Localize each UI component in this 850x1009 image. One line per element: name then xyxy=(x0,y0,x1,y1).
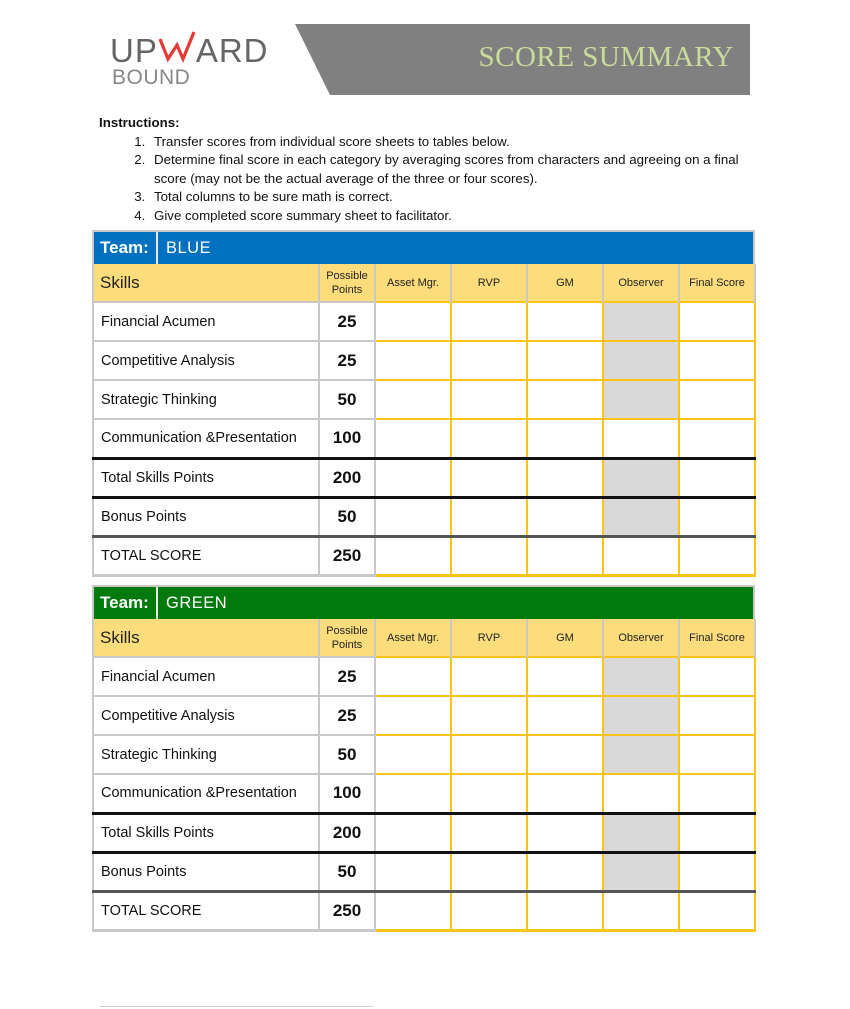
logo-text-bound: BOUND xyxy=(112,66,191,89)
score-cell-rvp[interactable] xyxy=(451,341,527,380)
score-cell-gm[interactable] xyxy=(527,696,603,735)
instructions xyxy=(99,114,759,225)
score-cell-rvp[interactable] xyxy=(451,497,527,536)
instructions-list xyxy=(99,133,759,226)
score-cell-rvp[interactable] xyxy=(451,696,527,735)
table-row xyxy=(93,419,755,458)
possible-points-value: 100 xyxy=(319,774,375,813)
score-cell-final-score[interactable] xyxy=(679,536,755,575)
score-grid xyxy=(92,619,756,932)
team-name: BLUE xyxy=(166,238,212,257)
skill-name: Financial Acumen xyxy=(93,657,319,696)
score-cell-gm[interactable] xyxy=(527,341,603,380)
header-possible-points: Possible Points xyxy=(319,619,375,657)
score-cell-rvp[interactable] xyxy=(451,458,527,497)
logo-wordmark xyxy=(110,33,269,69)
score-cell-rvp[interactable] xyxy=(451,380,527,419)
skill-name: Strategic Thinking xyxy=(93,380,319,419)
score-cell-observer[interactable] xyxy=(603,536,679,575)
header-final-score: Final Score xyxy=(679,619,755,657)
skill-name: Competitive Analysis xyxy=(93,341,319,380)
possible-points-value: 25 xyxy=(319,302,375,341)
possible-points-value: 50 xyxy=(319,852,375,891)
score-cell-asset-mgr[interactable] xyxy=(375,657,451,696)
score-cell-observer[interactable] xyxy=(603,774,679,813)
score-cell-final-score[interactable] xyxy=(679,657,755,696)
score-cell-gm[interactable] xyxy=(527,774,603,813)
skill-name: TOTAL SCORE xyxy=(93,536,319,575)
possible-points-value: 200 xyxy=(319,813,375,852)
score-cell-final-score[interactable] xyxy=(679,891,755,930)
page-title: SCORE SUMMARY xyxy=(478,41,734,73)
score-cell-final-score[interactable] xyxy=(679,458,755,497)
score-cell-observer xyxy=(603,657,679,696)
table-row xyxy=(93,852,755,891)
header-rvp: RVP xyxy=(451,619,527,657)
instruction-item: 1. Transfer scores from individual score sheets to tables below. xyxy=(149,133,759,152)
score-cell-final-score[interactable] xyxy=(679,419,755,458)
score-cell-observer xyxy=(603,735,679,774)
score-cell-gm[interactable] xyxy=(527,419,603,458)
skill-name: Competitive Analysis xyxy=(93,696,319,735)
score-grid xyxy=(92,264,756,577)
team-name: GREEN xyxy=(166,593,228,612)
score-cell-rvp[interactable] xyxy=(451,735,527,774)
score-cell-gm[interactable] xyxy=(527,380,603,419)
header-observer: Observer xyxy=(603,619,679,657)
skill-name: Bonus Points xyxy=(93,852,319,891)
score-cell-observer xyxy=(603,302,679,341)
header-asset-mgr: Asset Mgr. xyxy=(375,619,451,657)
score-cell-final-score[interactable] xyxy=(679,735,755,774)
score-cell-observer xyxy=(603,341,679,380)
possible-points-value: 250 xyxy=(319,536,375,575)
team-blue-table xyxy=(92,230,755,577)
header-skills: Skills xyxy=(93,619,319,657)
instruction-item: 4. Give completed score summary sheet to facilitator. xyxy=(149,207,759,226)
header-row xyxy=(93,619,755,657)
score-cell-gm[interactable] xyxy=(527,458,603,497)
w-chart-arrow-icon xyxy=(158,33,196,63)
logo-text-up: UP xyxy=(110,32,158,69)
possible-points-value: 50 xyxy=(319,497,375,536)
team-bar xyxy=(92,230,755,264)
score-cell-asset-mgr[interactable] xyxy=(375,302,451,341)
team-label: Team: xyxy=(94,587,158,619)
possible-points-value: 100 xyxy=(319,419,375,458)
score-cell-rvp[interactable] xyxy=(451,536,527,575)
table-row xyxy=(93,813,755,852)
score-cell-final-score[interactable] xyxy=(679,774,755,813)
score-cell-gm[interactable] xyxy=(527,536,603,575)
skill-name: Total Skills Points xyxy=(93,458,319,497)
score-cell-gm[interactable] xyxy=(527,852,603,891)
title-banner xyxy=(295,24,750,95)
score-cell-gm[interactable] xyxy=(527,891,603,930)
header-possible-points: Possible Points xyxy=(319,264,375,302)
possible-points-value: 250 xyxy=(319,891,375,930)
footer-divider xyxy=(100,1006,373,1007)
score-cell-final-score[interactable] xyxy=(679,696,755,735)
score-cell-final-score[interactable] xyxy=(679,852,755,891)
header-final-score: Final Score xyxy=(679,264,755,302)
possible-points-value: 200 xyxy=(319,458,375,497)
score-cell-rvp[interactable] xyxy=(451,657,527,696)
score-cell-rvp[interactable] xyxy=(451,891,527,930)
table-row xyxy=(93,380,755,419)
score-cell-rvp[interactable] xyxy=(451,419,527,458)
score-cell-gm[interactable] xyxy=(527,302,603,341)
score-cell-final-score[interactable] xyxy=(679,813,755,852)
header-asset-mgr: Asset Mgr. xyxy=(375,264,451,302)
skill-name: Total Skills Points xyxy=(93,813,319,852)
score-cell-final-score[interactable] xyxy=(679,302,755,341)
possible-points-value: 50 xyxy=(319,380,375,419)
table-row xyxy=(93,735,755,774)
table-row xyxy=(93,458,755,497)
possible-points-value: 50 xyxy=(319,735,375,774)
score-cell-asset-mgr[interactable] xyxy=(375,735,451,774)
header-gm: GM xyxy=(527,264,603,302)
header-rvp: RVP xyxy=(451,264,527,302)
score-cell-rvp[interactable] xyxy=(451,302,527,341)
upward-bound-logo xyxy=(110,33,280,93)
table-row xyxy=(93,774,755,813)
score-cell-asset-mgr[interactable] xyxy=(375,852,451,891)
score-cell-gm[interactable] xyxy=(527,657,603,696)
skill-name: Financial Acumen xyxy=(93,302,319,341)
score-cell-final-score[interactable] xyxy=(679,341,755,380)
possible-points-value: 25 xyxy=(319,696,375,735)
score-cell-observer xyxy=(603,380,679,419)
score-cell-asset-mgr[interactable] xyxy=(375,419,451,458)
score-cell-rvp[interactable] xyxy=(451,774,527,813)
score-cell-asset-mgr[interactable] xyxy=(375,696,451,735)
score-cell-gm[interactable] xyxy=(527,497,603,536)
score-cell-asset-mgr[interactable] xyxy=(375,380,451,419)
team-bar xyxy=(92,585,755,619)
score-cell-asset-mgr[interactable] xyxy=(375,536,451,575)
score-cell-asset-mgr[interactable] xyxy=(375,891,451,930)
score-cell-observer[interactable] xyxy=(603,419,679,458)
table-row xyxy=(93,657,755,696)
skill-name: Bonus Points xyxy=(93,497,319,536)
table-row xyxy=(93,696,755,735)
score-cell-gm[interactable] xyxy=(527,813,603,852)
table-row xyxy=(93,891,755,930)
skill-name: TOTAL SCORE xyxy=(93,891,319,930)
header-skills: Skills xyxy=(93,264,319,302)
table-row xyxy=(93,497,755,536)
header-observer: Observer xyxy=(603,264,679,302)
score-cell-observer[interactable] xyxy=(603,891,679,930)
instruction-item: 3. Total columns to be sure math is correct. xyxy=(149,188,759,207)
header-row xyxy=(93,264,755,302)
score-cell-asset-mgr[interactable] xyxy=(375,497,451,536)
team-green-table xyxy=(92,585,755,932)
score-cell-asset-mgr[interactable] xyxy=(375,813,451,852)
score-cell-rvp[interactable] xyxy=(451,852,527,891)
score-cell-observer xyxy=(603,813,679,852)
score-cell-observer xyxy=(603,696,679,735)
score-cell-final-score[interactable] xyxy=(679,497,755,536)
score-cell-asset-mgr[interactable] xyxy=(375,458,451,497)
skill-name: Communication &Presentation xyxy=(93,419,319,458)
score-cell-observer xyxy=(603,458,679,497)
instruction-item: 2. Determine final score in each category by averaging scores from characters and agreeing on a final score (may not be the actual average of the three or four scores). xyxy=(149,151,759,188)
skill-name: Strategic Thinking xyxy=(93,735,319,774)
team-label: Team: xyxy=(94,232,158,264)
score-cell-asset-mgr[interactable] xyxy=(375,774,451,813)
possible-points-value: 25 xyxy=(319,657,375,696)
table-row xyxy=(93,302,755,341)
header-gm: GM xyxy=(527,619,603,657)
score-cell-final-score[interactable] xyxy=(679,380,755,419)
score-cell-asset-mgr[interactable] xyxy=(375,341,451,380)
score-cell-gm[interactable] xyxy=(527,735,603,774)
skill-name: Communication &Presentation xyxy=(93,774,319,813)
table-row xyxy=(93,341,755,380)
table-row xyxy=(93,536,755,575)
score-cell-observer xyxy=(603,497,679,536)
instructions-heading: Instructions: xyxy=(99,115,180,130)
score-cell-observer xyxy=(603,852,679,891)
logo-text-ard: ARD xyxy=(195,32,269,69)
possible-points-value: 25 xyxy=(319,341,375,380)
score-cell-rvp[interactable] xyxy=(451,813,527,852)
